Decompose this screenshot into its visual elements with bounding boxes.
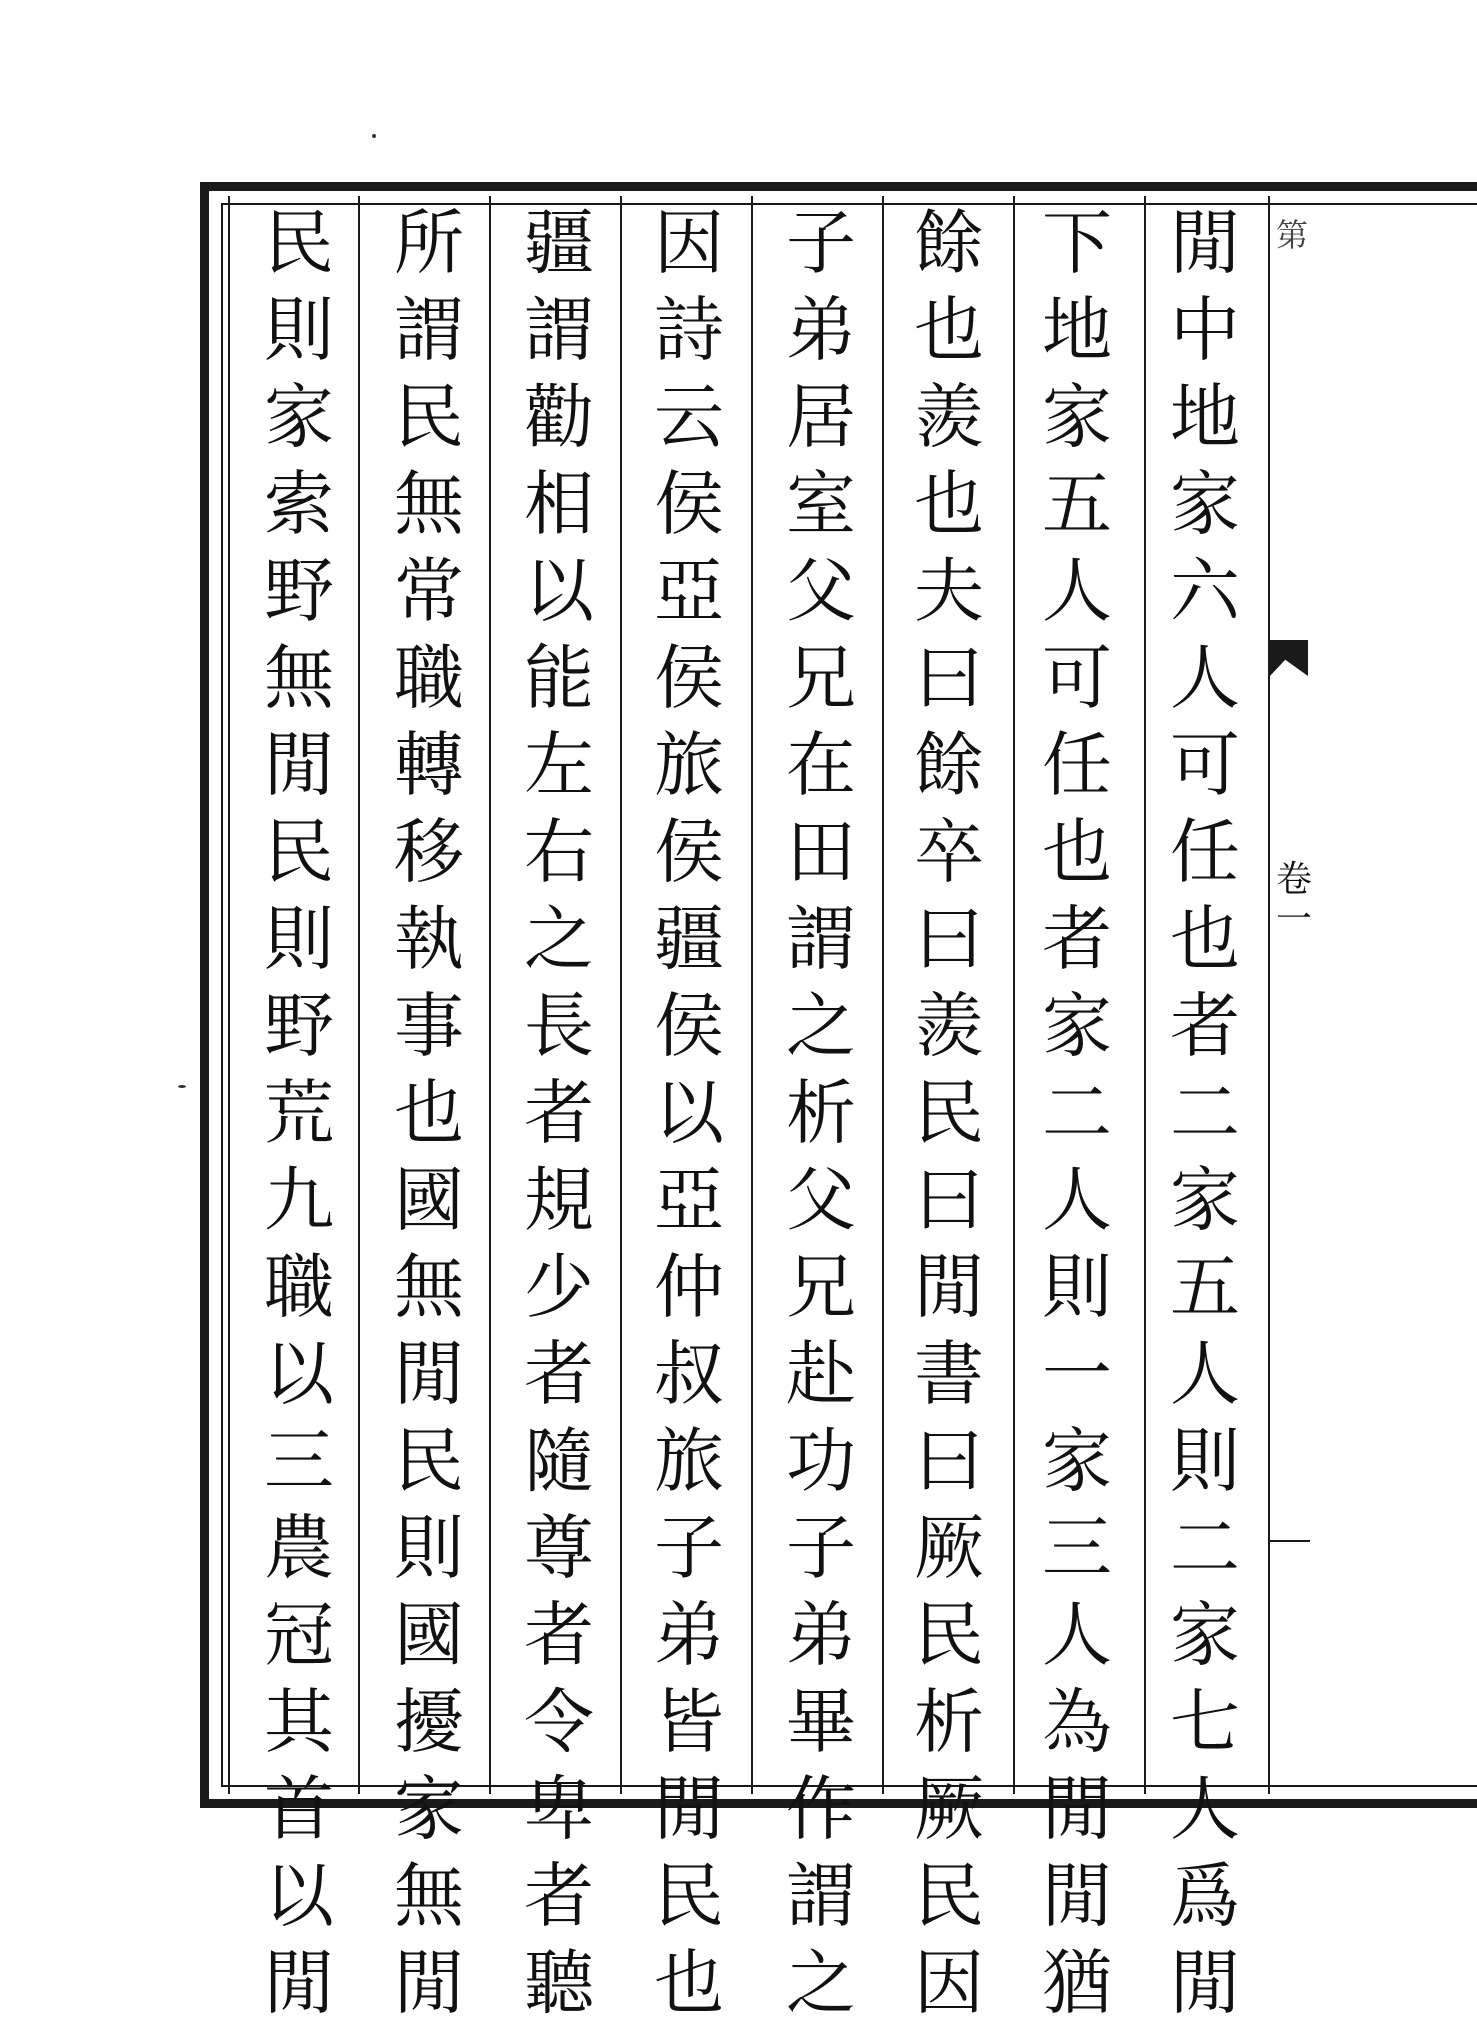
glyph: 閒 xyxy=(1170,202,1240,284)
glyph: 子 xyxy=(786,1507,856,1589)
glyph: 曰 xyxy=(914,898,984,980)
glyph: 疆 xyxy=(524,202,594,284)
glyph: 家 xyxy=(1042,985,1112,1067)
glyph: 謂 xyxy=(394,289,464,371)
column-rule xyxy=(228,196,230,1794)
glyph: 以 xyxy=(264,1855,334,1937)
glyph: 無 xyxy=(394,1855,464,1937)
glyph: 作 xyxy=(786,1768,856,1850)
glyph: 閒 xyxy=(394,1942,464,2024)
glyph: 任 xyxy=(1042,724,1112,806)
glyph: 則 xyxy=(264,898,334,980)
glyph: 九 xyxy=(264,1159,334,1241)
glyph: 國 xyxy=(394,1159,464,1241)
glyph: 人 xyxy=(1170,1333,1240,1415)
glyph: 閒 xyxy=(1042,1768,1112,1850)
glyph: 閒 xyxy=(264,1942,334,2024)
glyph: 七 xyxy=(1170,1681,1240,1763)
glyph: 厥 xyxy=(914,1768,984,1850)
glyph: 勸 xyxy=(524,376,594,458)
glyph: 可 xyxy=(1042,637,1112,719)
glyph: 以 xyxy=(654,1072,724,1154)
glyph: 尊 xyxy=(524,1507,594,1589)
juan-label xyxy=(1274,860,1314,940)
glyph: 三 xyxy=(264,1420,334,1502)
glyph: 荒 xyxy=(264,1072,334,1154)
glyph: 聽 xyxy=(524,1942,594,2024)
glyph: 家 xyxy=(1170,1159,1240,1241)
glyph: 侯 xyxy=(654,811,724,893)
glyph: 五 xyxy=(1042,463,1112,545)
glyph: 析 xyxy=(914,1681,984,1763)
banxin-top-mark: 第 xyxy=(1276,216,1309,254)
juan-glyph: 卷 xyxy=(1275,859,1312,900)
glyph: 以 xyxy=(524,550,594,632)
text-column-1 xyxy=(1140,200,1270,2024)
glyph: 者 xyxy=(524,1333,594,1415)
glyph: 謂 xyxy=(524,289,594,371)
glyph: 隨 xyxy=(524,1420,594,1502)
glyph: 其 xyxy=(264,1681,334,1763)
glyph: 人 xyxy=(1042,1594,1112,1676)
glyph: 六 xyxy=(1170,550,1240,632)
glyph: 卒 xyxy=(914,811,984,893)
glyph: 民 xyxy=(264,202,334,284)
glyph: 常 xyxy=(394,550,464,632)
text-column-8 xyxy=(234,200,364,2024)
text-column-7 xyxy=(364,200,494,2024)
glyph: 者 xyxy=(524,1594,594,1676)
glyph: 赴 xyxy=(786,1333,856,1415)
glyph: 云 xyxy=(654,376,724,458)
glyph: 民 xyxy=(654,1855,724,1937)
glyph: 人 xyxy=(1042,1159,1112,1241)
glyph: 子 xyxy=(654,1507,724,1589)
glyph: 移 xyxy=(394,811,464,893)
glyph: 者 xyxy=(1170,985,1240,1067)
glyph: 也 xyxy=(654,1942,724,2024)
glyph: 仲 xyxy=(654,1246,724,1328)
glyph: 家 xyxy=(264,376,334,458)
glyph: 家 xyxy=(1170,463,1240,545)
glyph: 人 xyxy=(1170,1768,1240,1850)
glyph: 人 xyxy=(1170,637,1240,719)
glyph: 地 xyxy=(1042,289,1112,371)
glyph: 則 xyxy=(264,289,334,371)
glyph: 野 xyxy=(264,550,334,632)
glyph: 無 xyxy=(264,637,334,719)
glyph: 兄 xyxy=(786,1246,856,1328)
glyph: 無 xyxy=(394,1246,464,1328)
glyph: 野 xyxy=(264,985,334,1067)
glyph: 二 xyxy=(1170,1507,1240,1589)
glyph: 餘 xyxy=(914,724,984,806)
glyph: 弟 xyxy=(786,289,856,371)
juan-glyph: 一 xyxy=(1275,899,1312,940)
glyph: 之 xyxy=(524,898,594,980)
glyph: 轉 xyxy=(394,724,464,806)
glyph: 謂 xyxy=(786,1855,856,1937)
glyph: 事 xyxy=(394,985,464,1067)
glyph: 職 xyxy=(394,637,464,719)
glyph: 首 xyxy=(264,1768,334,1850)
glyph: 功 xyxy=(786,1420,856,1502)
glyph: 夫 xyxy=(914,550,984,632)
glyph: 一 xyxy=(1042,1333,1112,1415)
text-column-3 xyxy=(884,200,1014,2024)
glyph: 也 xyxy=(914,463,984,545)
glyph: 析 xyxy=(786,1072,856,1154)
glyph: 人 xyxy=(1042,550,1112,632)
scan-speck xyxy=(372,134,376,138)
glyph: 可 xyxy=(1170,724,1240,806)
glyph: 三 xyxy=(1042,1507,1112,1589)
glyph: 二 xyxy=(1170,1072,1240,1154)
glyph: 閒 xyxy=(654,1768,724,1850)
glyph: 曰 xyxy=(914,1420,984,1502)
glyph: 父 xyxy=(786,550,856,632)
glyph: 職 xyxy=(264,1246,334,1328)
glyph: 在 xyxy=(786,724,856,806)
glyph: 旅 xyxy=(654,724,724,806)
glyph: 畢 xyxy=(786,1681,856,1763)
glyph: 令 xyxy=(524,1681,594,1763)
glyph: 擾 xyxy=(394,1681,464,1763)
glyph: 也 xyxy=(914,289,984,371)
glyph: 則 xyxy=(1170,1420,1240,1502)
glyph: 者 xyxy=(524,1855,594,1937)
glyph: 亞 xyxy=(654,550,724,632)
glyph: 田 xyxy=(786,811,856,893)
glyph: 卑 xyxy=(524,1768,594,1850)
glyph: 執 xyxy=(394,898,464,980)
glyph: 二 xyxy=(1042,1072,1112,1154)
banxin-divider xyxy=(1270,1540,1310,1542)
glyph: 猶 xyxy=(1042,1942,1112,2024)
glyph: 冠 xyxy=(264,1594,334,1676)
glyph: 父 xyxy=(786,1159,856,1241)
glyph: 皆 xyxy=(654,1681,724,1763)
glyph: 疆 xyxy=(654,898,724,980)
glyph: 家 xyxy=(1042,1420,1112,1502)
glyph: 之 xyxy=(786,985,856,1067)
glyph: 國 xyxy=(394,1594,464,1676)
glyph: 弟 xyxy=(786,1594,856,1676)
glyph: 能 xyxy=(524,637,594,719)
glyph: 詩 xyxy=(654,289,724,371)
glyph: 家 xyxy=(1042,376,1112,458)
glyph: 厥 xyxy=(914,1507,984,1589)
glyph: 民 xyxy=(394,1420,464,1502)
glyph: 旅 xyxy=(654,1420,724,1502)
glyph: 中 xyxy=(1170,289,1240,371)
text-column-2 xyxy=(1012,200,1142,2024)
glyph: 少 xyxy=(524,1246,594,1328)
glyph: 民 xyxy=(264,811,334,893)
glyph: 民 xyxy=(394,376,464,458)
glyph: 兄 xyxy=(786,637,856,719)
glyph: 民 xyxy=(914,1594,984,1676)
glyph: 爲 xyxy=(1170,1855,1240,1937)
glyph: 規 xyxy=(524,1159,594,1241)
glyph: 民 xyxy=(914,1072,984,1154)
glyph: 也 xyxy=(1170,898,1240,980)
glyph: 民 xyxy=(914,1855,984,1937)
glyph: 右 xyxy=(524,811,594,893)
glyph: 家 xyxy=(394,1768,464,1850)
glyph: 餘 xyxy=(914,202,984,284)
glyph: 因 xyxy=(654,202,724,284)
glyph: 也 xyxy=(394,1072,464,1154)
glyph: 子 xyxy=(786,202,856,284)
scan-speck xyxy=(178,1085,186,1088)
glyph: 左 xyxy=(524,724,594,806)
glyph: 之 xyxy=(786,1942,856,2024)
glyph: 侯 xyxy=(654,637,724,719)
glyph: 叔 xyxy=(654,1333,724,1415)
glyph: 為 xyxy=(1042,1681,1112,1763)
glyph: 閒 xyxy=(394,1333,464,1415)
glyph: 曰 xyxy=(914,637,984,719)
glyph: 居 xyxy=(786,376,856,458)
text-column-6 xyxy=(494,200,624,2024)
banxin-rule xyxy=(1268,196,1270,1794)
glyph: 書 xyxy=(914,1333,984,1415)
glyph: 閒 xyxy=(1042,1855,1112,1937)
glyph: 無 xyxy=(394,463,464,545)
glyph: 所 xyxy=(394,202,464,284)
glyph: 室 xyxy=(786,463,856,545)
glyph: 也 xyxy=(1042,811,1112,893)
glyph: 則 xyxy=(394,1507,464,1589)
glyph: 曰 xyxy=(914,1159,984,1241)
glyph: 侯 xyxy=(654,463,724,545)
glyph: 長 xyxy=(524,985,594,1067)
glyph: 謂 xyxy=(786,898,856,980)
glyph: 者 xyxy=(524,1072,594,1154)
glyph: 以 xyxy=(264,1333,334,1415)
glyph: 下 xyxy=(1042,202,1112,284)
glyph: 農 xyxy=(264,1507,334,1589)
glyph: 五 xyxy=(1170,1246,1240,1328)
text-column-5 xyxy=(624,200,754,2024)
glyph: 則 xyxy=(1042,1246,1112,1328)
text-column-4 xyxy=(756,200,886,2024)
glyph: 侯 xyxy=(654,985,724,1067)
glyph: 地 xyxy=(1170,376,1240,458)
glyph: 者 xyxy=(1042,898,1112,980)
glyph: 羨 xyxy=(914,985,984,1067)
glyph: 羨 xyxy=(914,376,984,458)
glyph: 任 xyxy=(1170,811,1240,893)
glyph: 家 xyxy=(1170,1594,1240,1676)
glyph: 索 xyxy=(264,463,334,545)
glyph: 閒 xyxy=(1170,1942,1240,2024)
glyph: 弟 xyxy=(654,1594,724,1676)
glyph: 閒 xyxy=(264,724,334,806)
glyph: 亞 xyxy=(654,1159,724,1241)
glyph: 相 xyxy=(524,463,594,545)
glyph: 因 xyxy=(914,1942,984,2024)
glyph: 閒 xyxy=(914,1246,984,1328)
